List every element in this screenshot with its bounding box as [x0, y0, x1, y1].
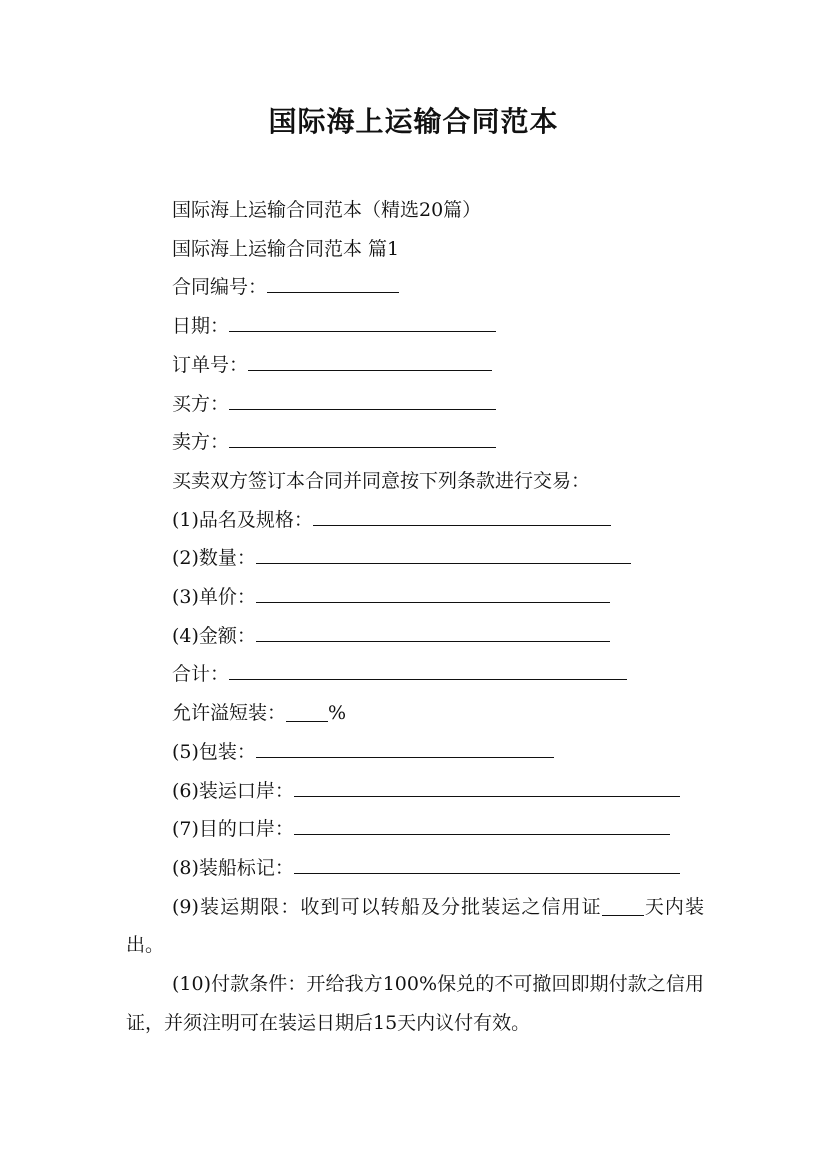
clause-9-text: (9)装运期限：收到可以转船及分批装运之信用证: [172, 895, 602, 918]
clause-4-row: [126, 617, 704, 656]
agreement-intro: 买卖双方签订本合同并同意按下列条款进行交易：: [172, 469, 591, 492]
clause-3-label: (3)单价：: [172, 586, 256, 609]
clause-8-label: (8)装船标记：: [172, 856, 294, 879]
tolerance-row: [126, 694, 704, 733]
clause-8-row: [126, 849, 704, 888]
clause-9-blank[interactable]: [602, 893, 644, 916]
seller-label: 卖方：: [172, 431, 230, 454]
buyer-blank[interactable]: [229, 387, 496, 410]
clause-10-paragraph: (10)付款条件：开给我方100%保兑的不可撤回即期付款之信用证，并须注明可在装运日期后15天内议付有效。: [126, 973, 704, 1034]
clause-5-row: [126, 733, 704, 772]
date-blank[interactable]: [229, 309, 496, 332]
document-subtitle: 国际海上运输合同范本（精选20篇）: [172, 199, 482, 221]
tolerance-blank[interactable]: [286, 699, 328, 722]
total-row: [126, 655, 704, 694]
tolerance-label: 允许溢短装：: [172, 702, 287, 725]
total-blank[interactable]: [229, 657, 627, 680]
order-number-label: 订单号：: [172, 353, 249, 376]
order-number-blank[interactable]: [248, 348, 492, 371]
buyer-label: 买方：: [172, 392, 230, 415]
date-label: 日期：: [172, 315, 230, 338]
clause-1-label: (1)品名及规格：: [172, 508, 313, 531]
total-label: 合计：: [172, 663, 230, 686]
document-body: [126, 191, 704, 1042]
clause-4-label: (4)金额：: [172, 624, 256, 647]
clause-9-paragraph: [126, 888, 704, 965]
clause-2-label: (2)数量：: [172, 547, 256, 570]
clause-1-blank[interactable]: [313, 503, 611, 526]
contract-number-label: 合同编号：: [172, 276, 268, 299]
clause-5-label: (5)包装：: [172, 740, 256, 763]
clause-9-text-end: 天内装出。: [126, 895, 704, 957]
clause-6-label: (6)装运口岸：: [172, 779, 294, 802]
clause-7-label: (7)目的口岸：: [172, 818, 294, 841]
clause-1-row: [126, 501, 704, 540]
clause-2-blank[interactable]: [256, 541, 631, 564]
clause-7-blank[interactable]: [294, 812, 670, 835]
contract-number-row: [126, 268, 704, 307]
buyer-row: [126, 385, 704, 424]
order-number-row: [126, 346, 704, 385]
clause-5-blank[interactable]: [256, 735, 554, 758]
clause-3-row: [126, 578, 704, 617]
seller-blank[interactable]: [229, 425, 496, 448]
document-title: 国际海上运输合同范本: [268, 105, 559, 138]
clause-3-blank[interactable]: [256, 580, 610, 603]
clause-4-blank[interactable]: [256, 619, 610, 642]
seller-row: [126, 423, 704, 462]
date-row: [126, 307, 704, 346]
clause-7-row: [126, 810, 704, 849]
clause-2-row: [126, 539, 704, 578]
tolerance-percent: %: [328, 702, 347, 725]
section-heading: 国际海上运输合同范本 篇1: [172, 237, 400, 260]
clause-8-blank[interactable]: [294, 851, 680, 874]
contract-number-blank[interactable]: [267, 270, 399, 293]
clause-6-row: [126, 772, 704, 811]
clause-6-blank[interactable]: [294, 774, 680, 797]
